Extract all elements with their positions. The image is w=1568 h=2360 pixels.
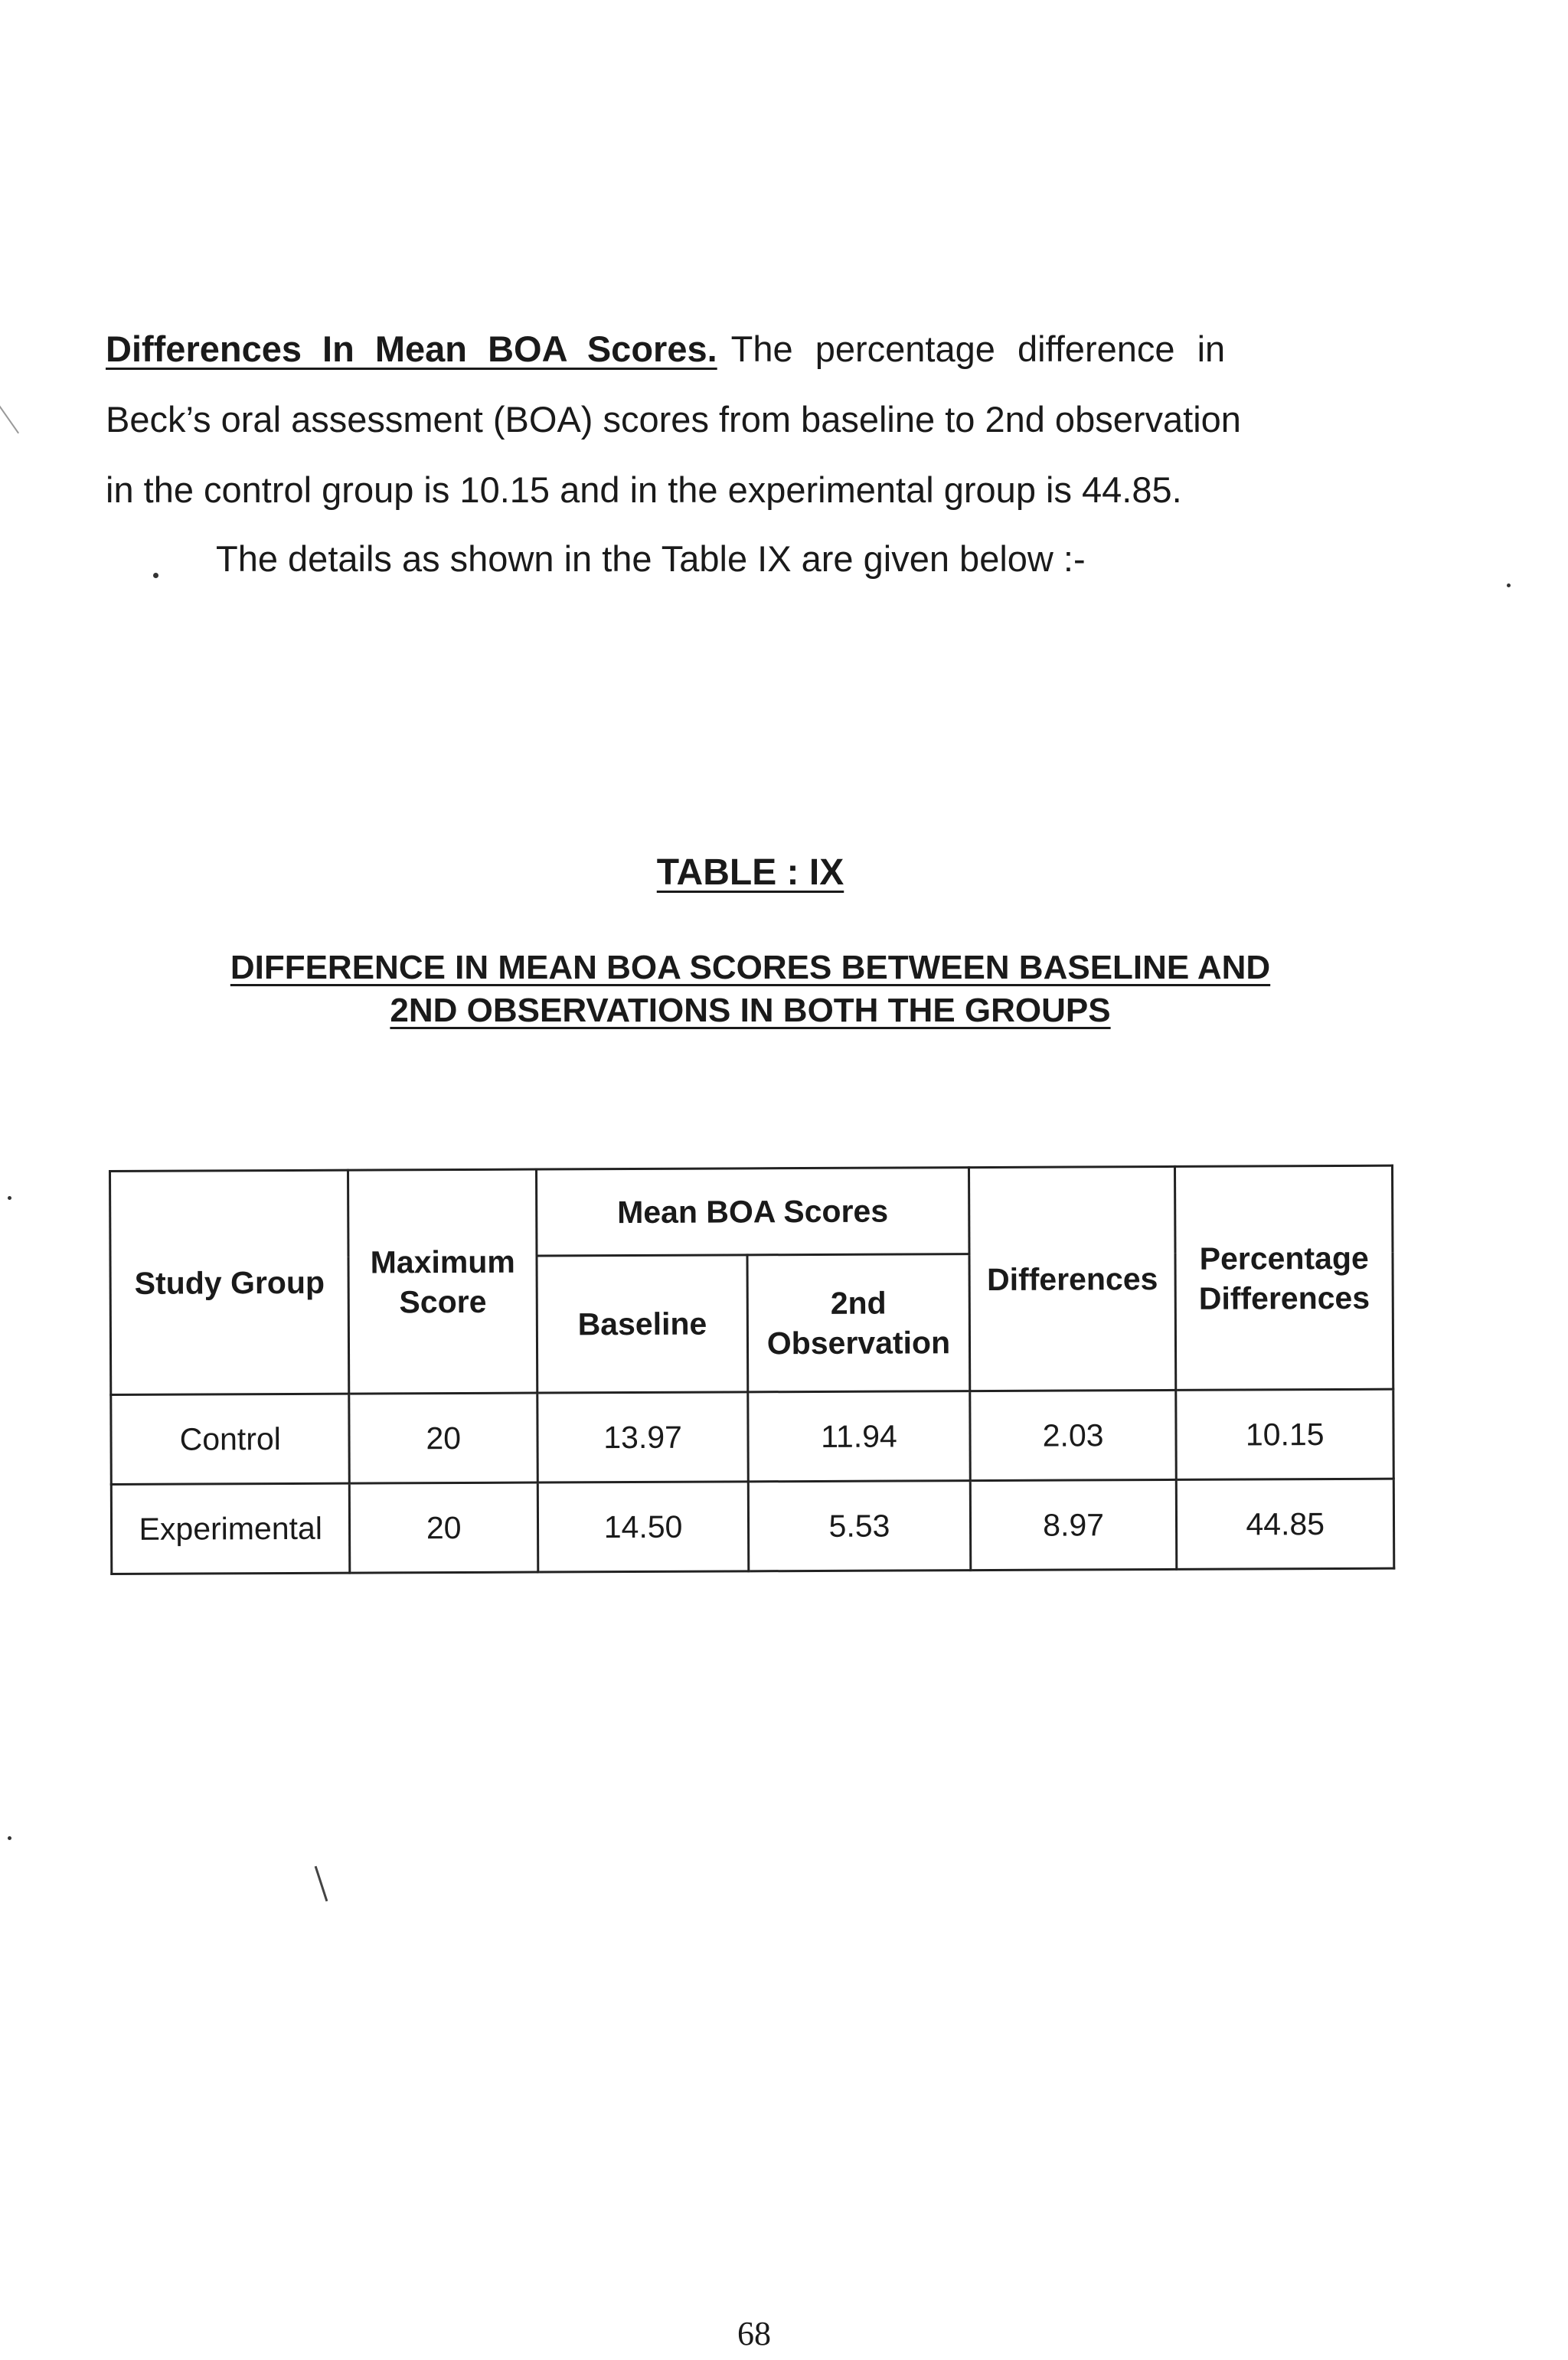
header-mean-boa-scores: Mean BOA Scores: [537, 1168, 969, 1256]
header-maximum-score: [348, 1169, 537, 1394]
cell-percentage: 10.15: [1176, 1389, 1393, 1479]
cell-difference: 8.97: [970, 1479, 1177, 1570]
table-row: [111, 1389, 1393, 1484]
scan-speck: [8, 1836, 11, 1840]
header-second-observation: [747, 1254, 969, 1392]
scan-mark: [0, 404, 19, 434]
cell-max-score: 20: [349, 1393, 537, 1483]
scan-mark: [315, 1866, 328, 1902]
scan-speck: [8, 1196, 11, 1200]
cell-baseline: 14.50: [537, 1482, 749, 1572]
scan-speck: [1507, 583, 1511, 587]
table-caption: [122, 946, 1378, 1032]
cell-group: Control: [111, 1394, 350, 1484]
cell-percentage: 44.85: [1177, 1479, 1394, 1569]
table-caption-line-1: DIFFERENCE IN MEAN BOA SCORES BETWEEN BASELINE AND: [230, 949, 1271, 986]
header-percentage-differences: [1175, 1165, 1393, 1390]
paragraph-line-1: [106, 314, 1361, 384]
table-header-row: [110, 1165, 1393, 1257]
cell-baseline: 13.97: [537, 1392, 749, 1482]
header-maximum-score-line-2: Score: [399, 1283, 487, 1319]
paragraph-line-2: Beck’s oral assessment (BOA) scores from baseline to 2nd observation: [106, 399, 1241, 440]
section-heading: Differences In Mean BOA Scores.: [106, 329, 717, 369]
cell-group: Experimental: [111, 1483, 350, 1574]
table-caption-line-2: 2ND OBSERVATIONS IN BOTH THE GROUPS: [390, 992, 1111, 1029]
boa-scores-table: [109, 1165, 1395, 1575]
header-second-observation-line-2: Observation: [766, 1325, 951, 1361]
paragraph-line-1-text: The percentage difference in: [730, 329, 1226, 369]
intro-paragraph: [106, 314, 1361, 525]
details-paragraph: The details as shown in the Table IX are given below :-: [216, 538, 1086, 579]
scan-speck: [153, 573, 158, 578]
cell-second-observation: 11.94: [748, 1391, 970, 1482]
header-second-observation-line-1: 2nd: [830, 1285, 887, 1321]
paragraph-line-3: in the control group is 10.15 and in the experimental group is 44.85.: [106, 469, 1182, 510]
header-percentage-line-2: Differences: [1198, 1280, 1370, 1316]
cell-max-score: 20: [350, 1482, 538, 1573]
header-study-group: Study Group: [110, 1170, 350, 1394]
cell-second-observation: 5.53: [748, 1481, 970, 1571]
header-differences: Differences: [969, 1166, 1176, 1391]
header-baseline: Baseline: [537, 1255, 748, 1393]
cell-difference: 2.03: [970, 1390, 1177, 1480]
table-row: [111, 1479, 1393, 1574]
page-number: 68: [737, 2315, 771, 2352]
header-maximum-score-line-1: Maximum: [370, 1244, 515, 1280]
table-title: TABLE : IX: [656, 852, 844, 893]
header-percentage-line-1: Percentage: [1199, 1240, 1369, 1276]
